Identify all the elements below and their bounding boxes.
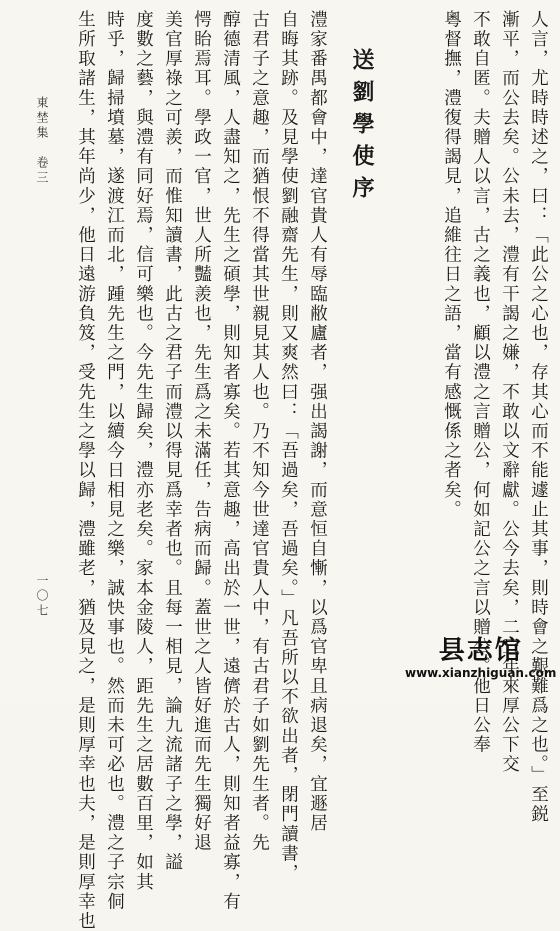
text-column: 自晦其跡。及見學使劉融齋先生，則又爽然曰：「吾過矣，吾過矣。」凡吾所以不欲出者，閉門讀書， [278,10,299,884]
text-column: 漸平，而公去矣。公未去，澧有干謁之嫌，不敢以文辭獻。公今去矣，二三年來厚公下交 [499,10,520,775]
essay-title: 送劉學使序 [349,48,375,208]
text-column: 美官厚祿之可羨，而惟知讀書，此古之君子而澧以得見爲幸者也。且每一相見，論九流諸子之學，謚 [162,10,183,873]
text-column: 度數之藝，與澧有同好焉，信可樂也。今先生歸矣，澧亦老矣。家本金陵人，距先生之居數百里，如其 [133,10,154,892]
site-watermark [405,636,556,680]
watermark-url: www.xianzhiguan.com [405,666,557,680]
text-column: 生所取諸生，其年尚少，他日遠游負笈，受先生之學以歸，澧雖老，猶及見之，是則厚幸也夫，是則厚幸也 [75,10,96,931]
text-column: 古君子之意趣，而猶恨不得當其世親見其人也。乃不知今世達官貴人中，有古君子如劉先生者。先 [249,10,270,853]
text-column: 時乎，歸掃墳墓，遂渡江而北，踵先生之門，以續今日相見之樂，誠快事也。然而未可必也。澧之子宗侗 [104,10,125,912]
text-column: 人言，尤時時述之，曰：「此公之心也，存其心而不能遽止其事，則時會之艱難爲之也。」至鋭 [528,10,549,825]
text-column: 粵督撫，澧復得謁見，追維往日之語，當有感慨係之者矣。 [441,10,462,520]
text-column: 不敢自匿。夫贈人以言，古之義也，顧以澧之言贈公，何如記公之言以贈公。他日公奉 [470,10,491,755]
text-column: 愕眙焉耳。學政一官，世人所豔羨也，先生爲之未滿任，告病而歸。蓋世之人皆好進而先生獨好退 [191,10,212,853]
text-column: 醇德清風，人盡知之，先生之碩學，則知者寡矣。若其意趣，高出於一世，遠儕於古人，則知者益寡，有 [220,10,241,912]
book-title-header: 東埜集 卷三 [35,96,49,186]
page-number: 一〇七 [35,574,49,619]
text-column: 澧家番禺都會中，達官貴人有辱臨敝廬者，强出謁謝，而意恒自慚，以爲官卑且病退矣，宜遯居 [307,10,328,834]
watermark-logo: 县志馆 [438,636,523,666]
